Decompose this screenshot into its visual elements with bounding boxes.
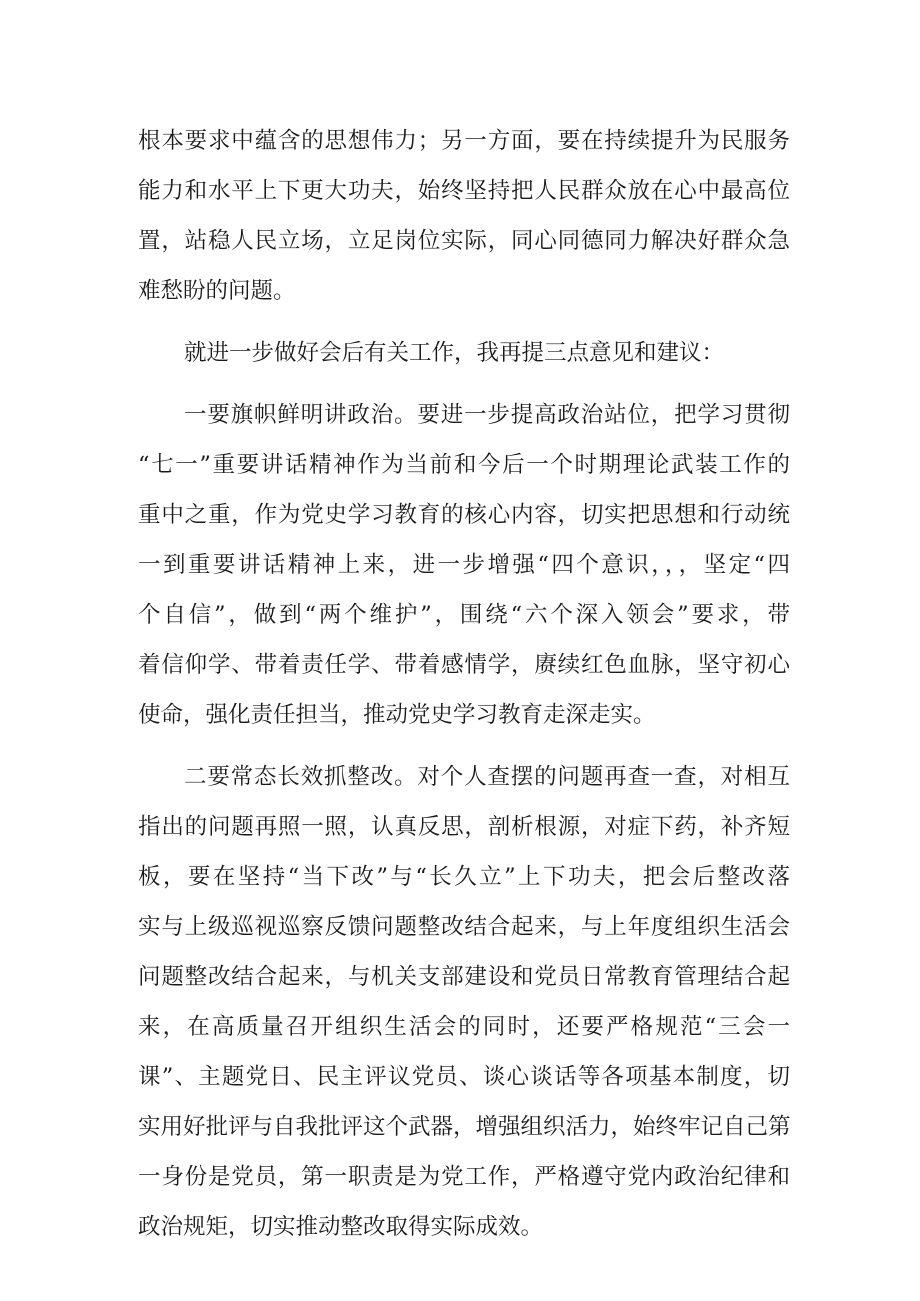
text-line: “七一”重要讲话精神作为当前和今后一个时期理论武装工作的	[138, 452, 790, 478]
paragraph-4	[138, 752, 790, 1252]
text-line: 着信仰学、带着责任学、带着感情学，赓续红色血脉，坚守初心	[138, 652, 790, 678]
paragraph-1	[138, 116, 790, 316]
text-line: 二要常态长效抓整改。对个人查摆的问题再查一查，对相互	[184, 764, 790, 790]
text-line: 根本要求中蕴含的思想伟力；另一方面，要在持续提升为民服务	[138, 128, 790, 154]
text-line: 个自信”，做到“两个维护”，围绕“六个深入领会”要求，带	[138, 602, 790, 628]
text-line: 一身份是党员，第一职责是为党工作，严格遵守党内政治纪律和	[138, 1164, 790, 1190]
text-line: 政治规矩，切实推动整改取得实际成效。	[138, 1214, 544, 1240]
text-line: 一要旗帜鲜明讲政治。要进一步提高政治站位，把学习贯彻	[184, 402, 790, 428]
text-line: 就进一步做好会后有关工作，我再提三点意见和建议：	[184, 340, 725, 366]
text-line: 板，要在坚持“当下改”与“长久立”上下功夫，把会后整改落	[138, 864, 790, 890]
text-line: 课”、主题党日、民主评议党员、谈心谈话等各项基本制度，切	[138, 1064, 790, 1090]
paragraph-2	[138, 328, 790, 378]
text-line: 能力和水平上下更大功夫，始终坚持把人民群众放在心中最高位	[138, 178, 790, 204]
text-line: 问题整改结合起来，与机关支部建设和党员日常教育管理结合起	[138, 964, 790, 990]
text-line: 实用好批评与自我批评这个武器，增强组织活力，始终牢记自己第	[138, 1114, 791, 1140]
paragraph-3	[138, 390, 790, 740]
text-line: 一到重要讲话精神上来，进一步增强“四个意识，，，坚定“四	[138, 552, 790, 578]
text-line: 重中之重，作为党史学习教育的核心内容，切实把思想和行动统	[138, 502, 790, 528]
document-page	[138, 116, 790, 1264]
text-line: 置，站稳人民立场，立足岗位实际，同心同德同力解决好群众急	[138, 228, 790, 254]
text-line: 来，在高质量召开组织生活会的同时，还要严格规范“三会一	[138, 1014, 790, 1040]
text-line: 难愁盼的问题。	[138, 278, 296, 304]
text-line: 实与上级巡视巡察反馈问题整改结合起来，与上年度组织生活会	[138, 914, 790, 940]
text-line: 指出的问题再照一照，认真反思，剖析根源，对症下药，补齐短	[138, 814, 790, 840]
text-line: 使命，强化责任担当，推动党史学习教育走深走实。	[138, 702, 656, 728]
